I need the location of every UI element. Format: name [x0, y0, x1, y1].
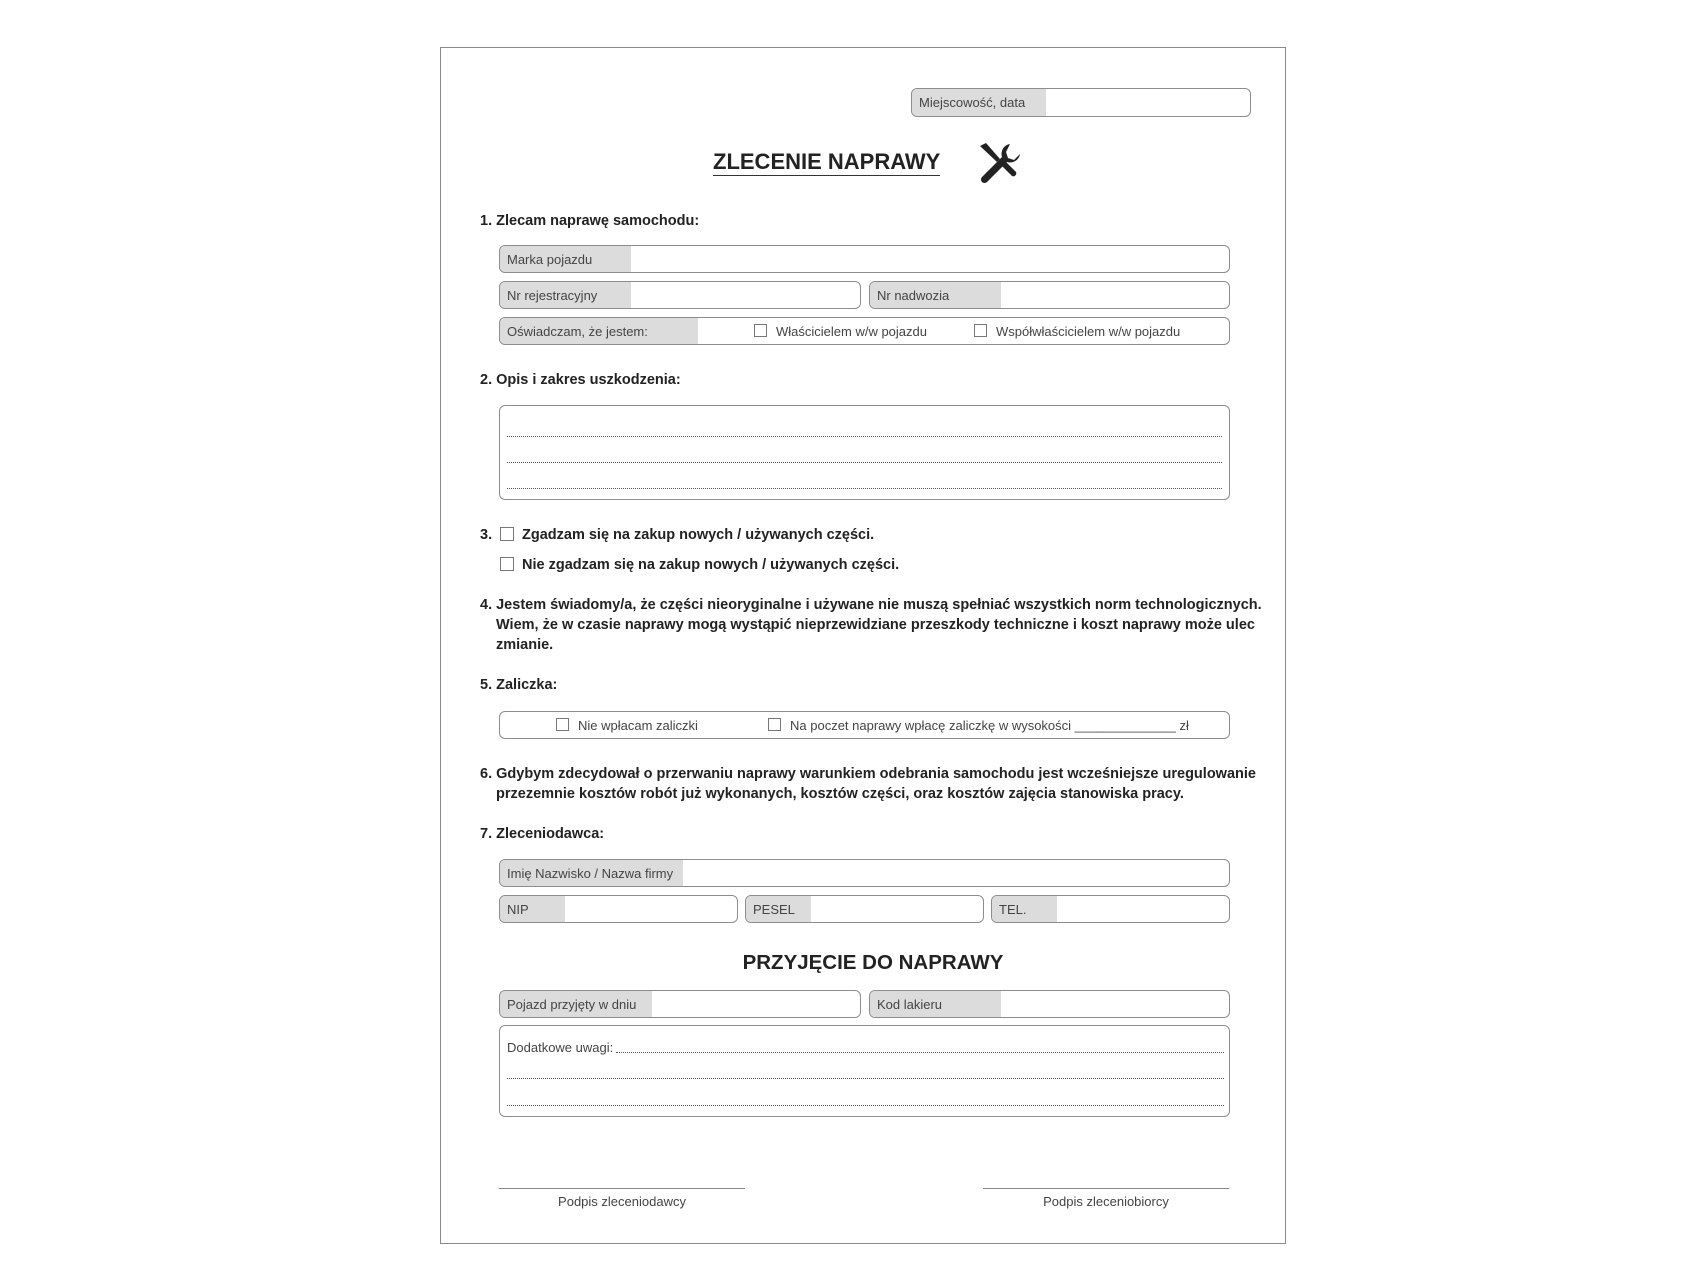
- phone-label: TEL.: [992, 896, 1057, 922]
- notes-label: Dodatkowe uwagi:: [507, 1040, 614, 1055]
- dotted-line: [507, 1105, 1224, 1106]
- deposit-row: [499, 711, 1230, 739]
- section6-text: 6. Gdybym zdecydował o przerwaniu naprawy warunkiem odebrania samochodu jest wcześniejsze uregulowanie: [480, 766, 1256, 782]
- coowner-checkbox[interactable]: [974, 324, 987, 337]
- pesel-label: PESEL: [746, 896, 811, 922]
- section5-heading: 5. Zaliczka:: [480, 677, 558, 693]
- no-deposit-label: Nie wpłacam zaliczki: [578, 718, 698, 733]
- tools-icon: [976, 140, 1024, 188]
- vin-field[interactable]: [869, 281, 1230, 309]
- nip-field[interactable]: [499, 895, 738, 923]
- disagree-parts-checkbox[interactable]: [500, 557, 514, 571]
- deposit-label: Na poczet naprawy wpłacę zaliczkę w wysokości ______________ zł: [790, 718, 1189, 733]
- dotted-line: [507, 488, 1222, 489]
- vehicle-make-field[interactable]: [499, 245, 1230, 273]
- acceptance-date-label: Pojazd przyjęty w dniu: [500, 991, 652, 1017]
- page-title: ZLECENIE NAPRAWY: [713, 149, 941, 174]
- owner-checkbox[interactable]: [754, 324, 767, 337]
- registration-number-label: Nr rejestracyjny: [500, 282, 631, 308]
- deposit-checkbox[interactable]: [768, 718, 781, 731]
- nip-label: NIP: [500, 896, 565, 922]
- contractor-signature-label: Podpis zleceniobiorcy: [1043, 1194, 1169, 1209]
- damage-description-field[interactable]: [499, 405, 1230, 500]
- vehicle-make-label: Marka pojazdu: [500, 246, 631, 272]
- no-deposit-checkbox[interactable]: [556, 718, 569, 731]
- client-name-field[interactable]: [499, 859, 1230, 887]
- section3-number: 3.: [480, 527, 493, 543]
- declaration-label: Oświadczam, że jestem:: [500, 318, 698, 344]
- place-date-field[interactable]: [911, 88, 1251, 117]
- vin-label: Nr nadwozia: [870, 282, 1001, 308]
- phone-field[interactable]: [991, 895, 1230, 923]
- section4-text: 4. Jestem świadomy/a, że części nieoryginalne i używane nie muszą spełniać wszystkich norm technologicznych.: [480, 597, 1262, 613]
- dotted-line: [507, 1078, 1224, 1079]
- dotted-line: [616, 1052, 1224, 1053]
- coowner-option-label: Współwłaścicielem w/w pojazdu: [996, 324, 1181, 339]
- client-signature-label: Podpis zleceniodawcy: [558, 1194, 686, 1209]
- registration-number-field[interactable]: [499, 281, 861, 309]
- acceptance-title: PRZYJĘCIE DO NAPRAWY: [742, 951, 1004, 974]
- section2-heading: 2. Opis i zakres uszkodzenia:: [480, 372, 681, 388]
- section1-heading: 1. Zlecam naprawę samochodu:: [480, 213, 700, 229]
- client-name-label: Imię Nazwisko / Nazwa firmy: [500, 860, 683, 886]
- place-date-label: Miejscowość, data: [912, 89, 1046, 116]
- dotted-line: [507, 462, 1222, 463]
- owner-option-label: Właścicielem w/w pojazdu: [776, 324, 927, 339]
- acceptance-date-field[interactable]: [499, 990, 861, 1018]
- contractor-signature-line: [983, 1188, 1229, 1189]
- dotted-line: [507, 436, 1222, 437]
- agree-parts-label: Zgadzam się na zakup nowych / używanych części.: [522, 527, 875, 543]
- section6-text-cont: przezemnie kosztów robót już wykonanych, kosztów części, oraz kosztów zajęcia stanowiska pracy.: [496, 786, 1184, 802]
- notes-field[interactable]: [499, 1025, 1230, 1117]
- section7-heading: 7. Zleceniodawca:: [480, 826, 605, 842]
- client-signature-line: [499, 1188, 745, 1189]
- section4-text-cont: Wiem, że w czasie naprawy mogą wystąpić nieprzewidziane przeszkody techniczne i koszt naprawy może ulec zmianie.: [496, 617, 1255, 653]
- agree-parts-checkbox[interactable]: [500, 527, 514, 541]
- paint-code-label: Kod lakieru: [870, 991, 1001, 1017]
- pesel-field[interactable]: [745, 895, 984, 923]
- declaration-row: [499, 317, 1230, 345]
- disagree-parts-label: Nie zgadzam się na zakup nowych / używanych części.: [522, 557, 900, 573]
- form-page: [440, 47, 1286, 1244]
- paint-code-field[interactable]: [869, 990, 1230, 1018]
